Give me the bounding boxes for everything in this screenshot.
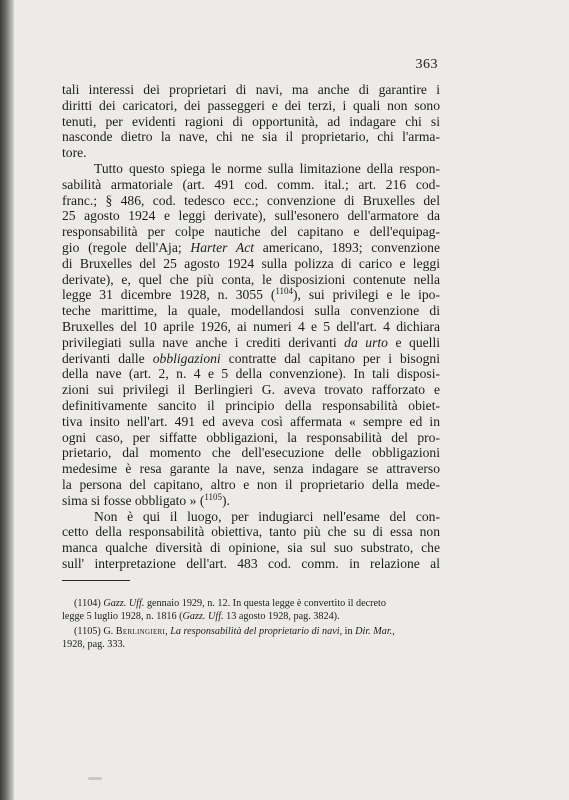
page-binding-shadow: [0, 0, 14, 800]
paragraph-2: [62, 161, 440, 509]
italic-run: Gazz. Uff.: [182, 611, 224, 622]
text-line: sabilità armatoriale (art. 491 cod. comm. ital.; art. 216 cod-: [62, 176, 440, 192]
italic-run: La responsabilità del proprietario di navi: [170, 626, 340, 637]
text-run: gennaio 1929, n. 12. In questa legge è convertito il decreto: [144, 598, 386, 609]
text-run: , in: [339, 626, 356, 637]
footnote-line: [62, 597, 444, 610]
text-line: la persona del capitano, altro e non il proprietario della mede-: [62, 476, 440, 492]
text-line: nasconde dietro la nave, chi ne sia il proprietario, chi l'arma-: [62, 129, 440, 145]
italic-run: obbligazioni: [152, 350, 221, 366]
text-line: tali interessi dei proprietari di navi, ma anche di garantire i: [62, 82, 440, 97]
text-run: americano, 1893; convenzione: [254, 239, 441, 255]
text-run: legge 31 dicembre 1928, n. 3055 (: [62, 287, 276, 303]
footnote-line: 1928, pag. 333.: [62, 639, 126, 650]
text-line: della nave (art. 2, n. 4 e 5 della convenzione). In tali disposi-: [62, 366, 440, 382]
text-run: contratte dal capitano per i bisogni: [220, 350, 441, 366]
footnote-1104: [62, 597, 444, 623]
footnote-line: [62, 610, 444, 623]
paragraph-1: [62, 82, 440, 161]
text-run: sima si fosse obbligato » (: [62, 492, 205, 508]
text-line: Tutto questo spiega le norme sulla limitazione della respon-: [94, 160, 440, 176]
text-line: 25 agosto 1924 e leggi derivate), sull'esonero dell'armatore da: [62, 208, 440, 224]
italic-run: da urto: [344, 334, 388, 350]
text-run: 13 agosto 1928, pag. 3824).: [223, 611, 340, 622]
text-line: teche marittime, la quale, modellandosi sulla convenzione di: [62, 303, 440, 319]
text-line: [62, 493, 440, 509]
text-line: sull' interpretazione dell'art. 483 cod. comm. in relazione al: [62, 555, 440, 571]
text-line: cetto della responsabilità obiettiva, tanto più che su di essa non: [62, 524, 440, 540]
page-number: 363: [415, 57, 438, 72]
footnote-1105: [62, 625, 444, 651]
text-line: derivate), e, quel che più conta, le disposizioni contenute nella: [62, 271, 440, 287]
text-line: ogni caso, per siffatte obbligazioni, la responsabilità del pro-: [62, 429, 440, 445]
text-line: Bruxelles del 10 aprile 1926, ai numeri 4 e 5 dell'art. 4 dichiara: [62, 318, 440, 334]
footnote-ref: 1105: [204, 491, 223, 502]
text-line: responsabilità per colpe nautiche del capitano e dell'equipag-: [62, 224, 440, 240]
text-run: privilegiati sulla nave anche i crediti derivanti: [62, 334, 345, 350]
text-line: di Bruxelles del 25 agosto 1924 sulla polizza di carico e leggi: [62, 255, 440, 271]
text-line: Non è qui il luogo, per indugiarci nell'esame del con-: [94, 508, 440, 524]
text-run: e quelli: [387, 334, 440, 350]
footnote-number: (1104): [74, 598, 104, 609]
text-run: ,: [165, 626, 171, 637]
main-text: [62, 82, 440, 572]
text-line: medesime è resa garante la nave, senza indagare se attraverso: [62, 461, 440, 477]
text-line: definitivamente sancito il principio della responsabilità obiet-: [62, 397, 440, 413]
text-run: ), sui privilegi e le ipo-: [293, 287, 440, 303]
text-run: ,: [392, 626, 395, 637]
text-run: derivanti dalle: [62, 350, 153, 366]
paper-smudge: [88, 777, 102, 780]
text-line: [62, 240, 440, 256]
text-line: tore.: [62, 145, 87, 161]
text-run: legge 5 luglio 1928, n. 1816 (: [62, 611, 183, 622]
footnote-line: [62, 625, 444, 638]
paragraph-3: [62, 509, 440, 572]
text-line: prietario, dal momento che dell'esecuzione delle obbligazioni: [62, 445, 440, 461]
text-line: tiva insito nell'art. 491 ed aveva così affermata « sempre ed in: [62, 413, 440, 429]
text-line: manca qualche diversità di opinione, sia sul suo substrato, che: [62, 540, 440, 556]
text-line: [62, 335, 440, 351]
text-line: [62, 287, 440, 303]
italic-run: Gazz. Uff.: [103, 598, 145, 609]
text-run: gio (regole dell'Aja;: [62, 239, 191, 255]
footnote-ref: 1104: [275, 286, 294, 297]
footnote-number: (1105) G.: [74, 626, 116, 637]
text-line: diritti dei caricatori, dei passeggeri e dei terzi, i quali non sono: [62, 97, 440, 113]
text-run: ).: [222, 492, 230, 508]
author-name: Berlingieri: [115, 626, 166, 637]
text-line: franc.; § 486, cod. tedesco ecc.; convenzione di Bruxelles del: [62, 192, 440, 208]
text-line: zioni sui privilegi il Berlingieri G. aveva trovato rafforzato e: [62, 382, 440, 398]
footnote-separator: [62, 580, 130, 581]
text-line: tenuti, per evidenti ragioni di opportunità, ad indagare chi si: [62, 113, 440, 129]
text-line: [62, 351, 440, 367]
italic-run: Harter Act: [190, 239, 255, 255]
italic-run: Dir. Mar.: [355, 626, 393, 637]
footnotes: [62, 597, 444, 653]
